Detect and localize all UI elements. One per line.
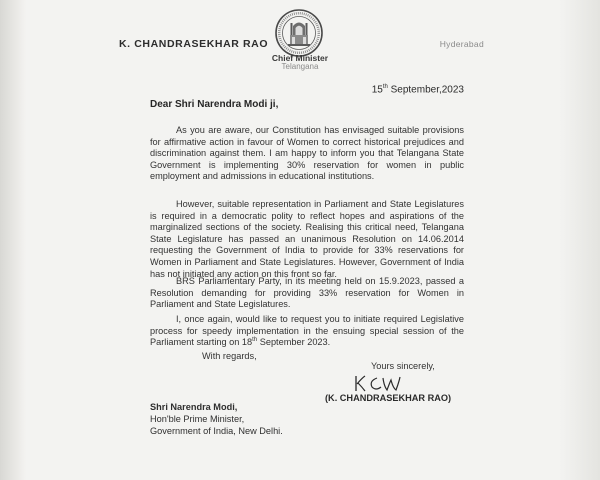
paragraph-4 (150, 314, 464, 349)
signer-name: (K. CHANDRASEKHAR RAO) (325, 393, 452, 403)
salutation: Dear Shri Narendra Modi ji, (150, 99, 279, 110)
telangana-emblem-icon (274, 8, 324, 58)
paragraph-1: As you are aware, our Constitution has envisaged suitable provisions for affirmative action in favour of Women to correct historical prejudices and discrimination against them. I am happy to inform you that Telangana State Government is implementing 30% reservation for women in public employment and admissions in educational institutions. (150, 125, 464, 182)
paragraph-3: BRS Parliamentary Party, in its meeting held on 15.9.2023, passed a Resolution demanding for providing 33% reservation for Women in Parliament and State Legislatures. (150, 276, 464, 310)
closing: Yours sincerely, (371, 361, 435, 371)
sender-name: K. CHANDRASEKHAR RAO (119, 38, 269, 50)
date-day: 15 (371, 84, 383, 96)
paragraph-4-text: I, once again, would like to request you to initiate required Legislative process for speedy implementation in the ensuing special session of the Parliament starting on 18 (150, 314, 464, 348)
page-shadow-right (560, 0, 600, 480)
designation: Chief Minister (271, 53, 329, 63)
paragraph-2: However, suitable representation in Parliament and State Legislatures is required in a democratic polity to reflect hopes and aspirations of the marginalized sections of the society. Realising this critical need, Telangana State Legislature has passed an unanimous Resolution on 14.06.2014 requesting the Government of India to provide for 33% reservations for Women in Parliament and State Legislatures. However, Government of India has not initiated any action on this front so far. (150, 199, 464, 279)
city-name: Hyderabad (439, 39, 484, 49)
date-suffix: th (382, 84, 388, 90)
date-month-year: September,2023 (387, 84, 464, 96)
paragraph-4-sup: th (252, 337, 258, 344)
recipient-name: Shri Narendra Modi, (150, 402, 238, 412)
regards: With regards, (202, 351, 257, 361)
recipient-title: Hon'ble Prime Minister, (150, 414, 245, 424)
state-name: Telangana (281, 62, 319, 71)
recipient-address: Government of India, New Delhi. (150, 426, 283, 436)
letter-date (372, 84, 464, 95)
page-shadow-left (0, 0, 26, 480)
paragraph-4-end: September 2023. (257, 337, 331, 348)
handwritten-signature (350, 372, 410, 394)
